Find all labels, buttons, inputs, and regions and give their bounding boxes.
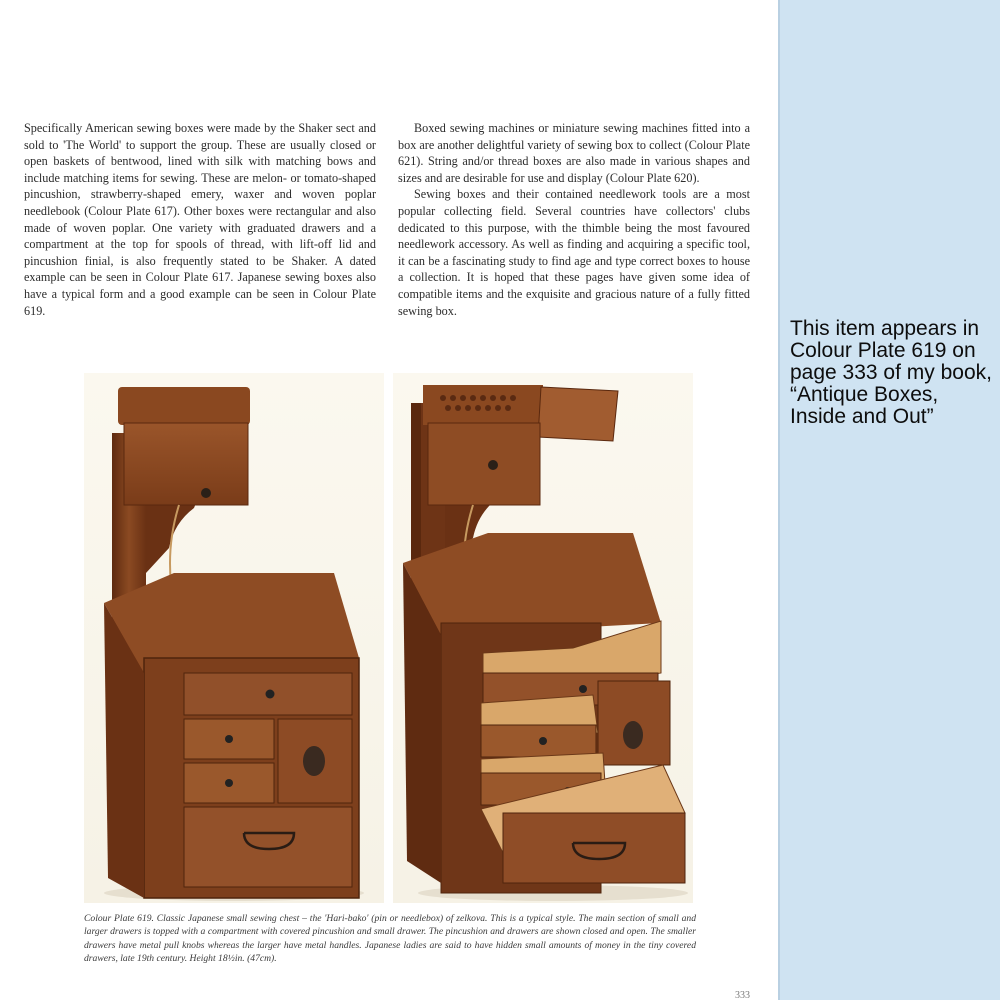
page-number: 333 — [735, 990, 750, 1001]
plate-caption: Colour Plate 619. Classic Japanese small sewing chest – the 'Hari-bako' (pin or needlebox) of zelkova. This is a typical style. The main section of small and larger drawers is topped with a compartment with covered pincushion and small drawer. The pincushion and drawers are shown closed and open. The smaller drawers have metal pull knobs whereas the larger have metal handles. Japanese ladies are said to have hidden small amounts of money in the tiny covered drawers, late 19th century. Height 18½in. (47cm). — [84, 913, 696, 965]
right-paragraph-1: Boxed sewing machines or miniature sewing machines fitted into a box are another delightful variety of sewing box to collect (Colour Plate 621). String and/or thread boxes are also made in various shapes and sizes and are desirable for use and display (Colour Plate 620). — [398, 121, 750, 185]
photo-sewing-chest-closed — [84, 373, 384, 903]
left-text-column — [24, 120, 376, 319]
sidebar-note: This item appears in Colour Plate 619 on page 333 of my book, “Antique Boxes, Inside and Out” — [790, 317, 992, 428]
left-paragraph: Specifically American sewing boxes were made by the Shaker sect and sold to 'The World' to support the group. These are usually closed or open baskets of bentwood, lined with silk with matching bows and include matching items for sewing. These are melon- or tomato-shaped pincushion, strawberry-shaped emery, waxer and woven poplar needlebook (Colour Plate 617). Other boxes were rectangular and also made of woven poplar. One variety with graduated drawers and a compartment at the top for spools of thread, with lift-off lid and pincushion finial, is also frequently stated to be Shaker. A dated example can be seen in Colour Plate 617. Japanese sewing boxes also have a typical form and a good example can be seen in Colour Plate 619. — [24, 121, 376, 318]
right-text-column — [398, 120, 750, 319]
right-paragraph-2: Sewing boxes and their contained needlework tools are a most popular collecting field. Several countries have collectors' clubs dedicated to this purpose, with the thimble being the most favoured needlework accessory. As well as finding and acquiring a specific tool, it can be a fascinating study to find age and type correct boxes to house a collection. It is hoped that these pages have given some idea of compatible items and the exquisite and gracious nature of a fully fitted sewing box. — [398, 187, 750, 318]
photo-sewing-chest-open — [393, 373, 693, 903]
sidebar-panel — [778, 0, 1000, 1000]
